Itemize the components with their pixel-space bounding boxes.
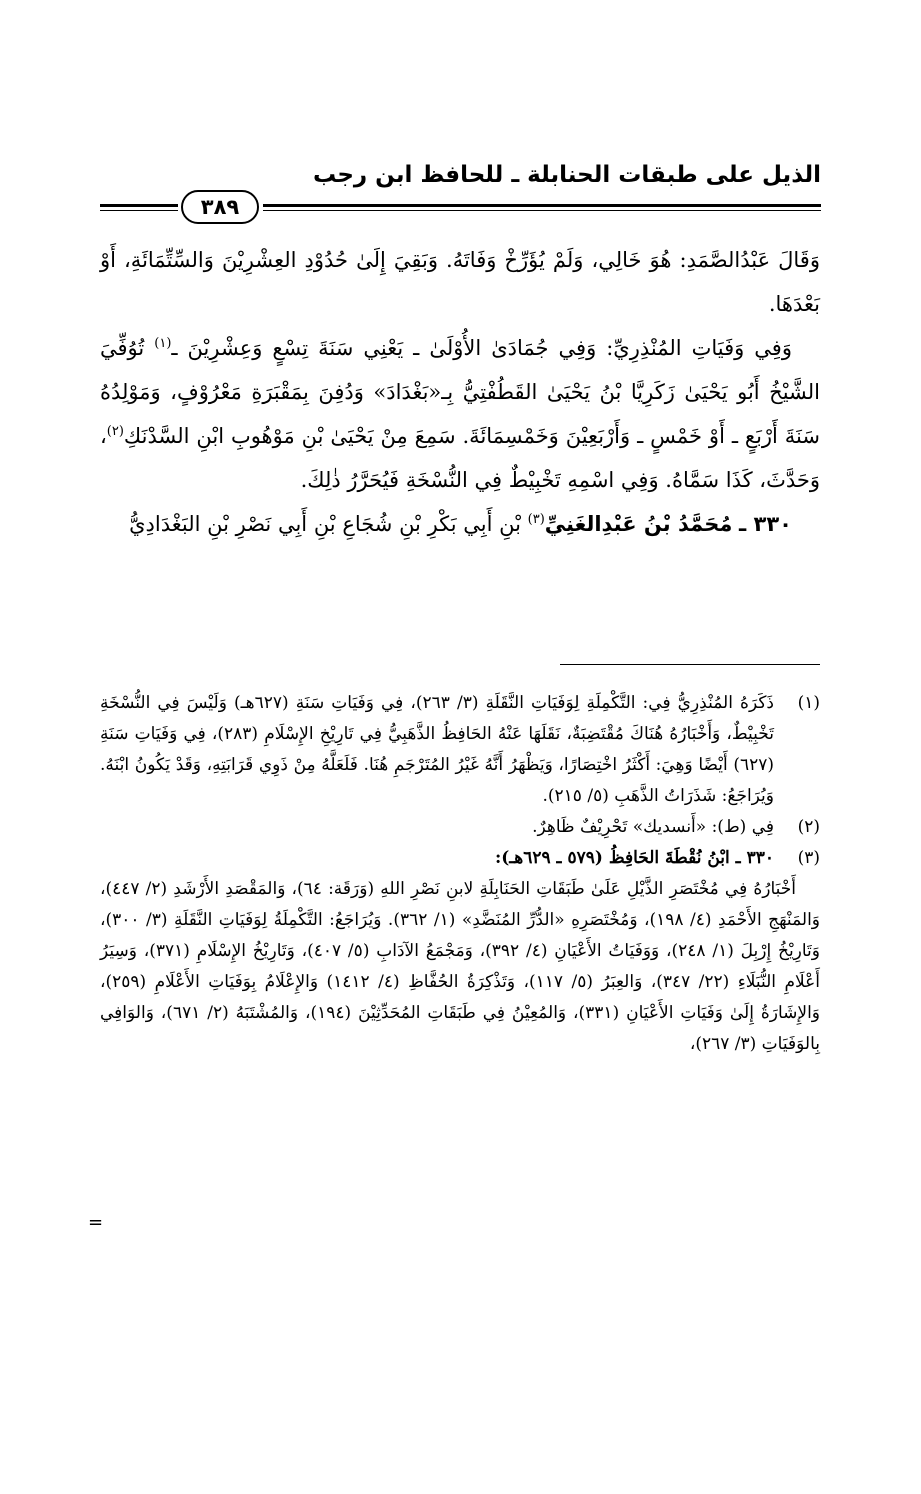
paragraph-2-closing: ، وَحَدَّثَ، كَذَا سَمَّاهُ. وَفِي اسْمِهِ تَخْبِيْطٌ فِي النُّسْخَةِ فَيُحَرَّرُ ذٰلِكَ. (100, 424, 820, 492)
header-rule-right (263, 204, 821, 211)
paragraph-2-body: تُوُفِّيَ الشَّيْخُ أَبُو يَحْيَىٰ زَكَرِيَّا بْنُ يَحْيَىٰ القَطُفْتِيُّ بِـ«بَغْدَادَ» وَدُفِنَ بِمَقْبَرَةِ مَعْرُوْفٍ، وَمَوْلِدُهُ سَنَةَ أَرْبَعٍ ـ أَوْ خَمْسٍ ـ وَأَرْبَعِيْنَ وَخَمْسِمَائَةَ. سَمِعَ مِنْ يَحْيَىٰ بْنِ مَوْهُوبِ ابْنِ السَّدْنَكِ (100, 336, 820, 448)
entry-number: ٣٣٠ ـ (739, 512, 792, 536)
continuation-mark: = (88, 1212, 104, 1233)
footnote-2 (100, 812, 820, 843)
footnote-ref-3[interactable]: (٣) (527, 512, 545, 527)
footnote-3-heading: ٣٣٠ ـ ابْنُ نُقْطَةَ الحَافِظُ (٥٧٩ ـ ٦٢٩هـ): (494, 848, 774, 868)
main-text (100, 238, 820, 546)
entry-name: مُحَمَّدُ بْنُ عَبْدِالغَنِيِّ (544, 512, 733, 536)
footnote-ref-1[interactable]: (١) (154, 336, 172, 351)
footnote-3 (100, 843, 820, 874)
header-rule-left (100, 204, 178, 211)
footnote-separator (560, 664, 820, 665)
page-number: ٣٨٩ (181, 190, 259, 224)
footnote-2-mark: (٢) (797, 817, 820, 837)
footnote-1 (100, 688, 820, 812)
footnote-3-mark: (٣) (797, 848, 820, 868)
footnote-ref-2[interactable]: (٢) (106, 424, 124, 439)
running-title: الذيل على طبقات الحنابلة ـ للحافظ ابن رجب (312, 162, 821, 188)
footnote-1-text: ذَكَرَهُ المُنْذِرِيُّ فِي: التَّكْمِلَةِ لِوَفَيَاتِ النَّقَلَةِ (٣/ ٢٦٣)، فِي وَفَيَاتِ سَنَةِ (٦٢٧هـ) وَلَيْسَ فِي النُّسْخَةِ تَخْبِيْطٌ، وَأَخْبَارُهُ هُنَاكَ مُقْتَضِبَةٌ، نَقَلَهَا عَنْهُ الحَافِظُ الذَّهَبِيُّ فِي تَارِيْخِ الإِسْلَامِ (٢٨٣)، فِي وَفَيَاتِ سَنَةِ (٦٢٧) أَيْضًا وَهِيَ: أَكْثَرُ اخْتِصَارًا، وَيَظْهَرُ أَنَّهُ غَيْرُ المُتَرْجَمِ هُنَا. فَلَعَلَّهُ مِنْ ذَوِي قَرَابَتِهِ، وَقَدْ يَكُونُ ابْنَهُ. وَيُرَاجَعُ: شَذَرَاتُ الذَّهَبِ (٥/ ٢١٥). (100, 693, 774, 806)
paragraph-2-opening: وَفِي وَفَيَاتِ المُنْذِرِيِّ: وَفِي جُمَادَىٰ الأُوْلَىٰ ـ يَعْنِي سَنَةَ تِسْعٍ وَعِشْرِيْنَ ـ (171, 336, 792, 360)
paragraph-2 (100, 326, 820, 502)
footnotes (100, 688, 820, 1060)
entry-lineage: بْنِ أَبِي بَكْرِ بْنِ شُجَاعِ بْنِ أَبِي نَصْرِ بْنِ البَغْدَادِيُّ (129, 512, 528, 536)
entry-330 (100, 502, 820, 546)
footnote-3-text: أَخْبَارُهُ فِي مُخْتَصَرِ الذَّيْلِ عَلَىٰ طَبَقَاتِ الحَنَابِلَةِ لابنِ نَصْرِ اللهِ (وَرَقَة: ٦٤)، وَالمَقْصَدِ الأَرْشَدِ (٢/ ٤٤٧)، وَالمَنْهَجِ الأَحْمَدِ (٤/ ١٩٨)، وَمُخْتَصَرِهِ «الدُّرِّ المُنَضَّدِ» (١/ ٣٦٢). وَيُرَاجَعُ: التَّكْمِلَةُ لِوَفَيَاتِ النَّقَلَةِ (٣/ ٣٠٠)، وَتَارِيْخُ إِرْبِلَ (١/ ٢٤٨)، وَوَفَيَاتُ الأَعْيَانِ (٤/ ٣٩٢)، وَمَجْمَعُ الآدَابِ (٥/ ٤٠٧)، وَتَارِيْخُ الإِسْلَامِ (٣٧١)، وَسِيَرُ أَعْلَامِ النُّبَلَاءِ (٢٢/ ٣٤٧)، وَالعِبَرُ (٥/ ١١٧)، وَتَذْكِرَةُ الحُفَّاظِ (٤/ ١٤١٢) وَالإِعْلَامُ بِوَفَيَاتِ الأَعْلَامِ (٢٥٩)، وَالإِشَارَةُ إِلَىٰ وَفَيَاتِ الأَعْيَانِ (٣٣١)، وَالمُعِيْنُ فِي طَبَقَاتِ المُحَدِّثِيْنَ (١٩٤)، وَالمُشْتَبَهُ (٢/ ٦٧١)، وَالوَافِي بِالوَفَيَاتِ (٣/ ٢٦٧)، (100, 879, 821, 1054)
paragraph-1: وَقَالَ عَبْدُالصَّمَدِ: هُوَ خَالِي، وَلَمْ يُؤَرِّخْ وَفَاتَهُ. وَبَقِيَ إِلَىٰ حُدُوْدِ العِشْرِيْنَ وَالسِّتِّمَائَةِ، أَوْ بَعْدَهَا. (100, 248, 820, 316)
footnote-2-text: فِي (ط): «أَنسديك» تَحْرِيْفٌ ظَاهِرٌ. (532, 817, 774, 837)
footnote-1-mark: (١) (797, 693, 820, 713)
